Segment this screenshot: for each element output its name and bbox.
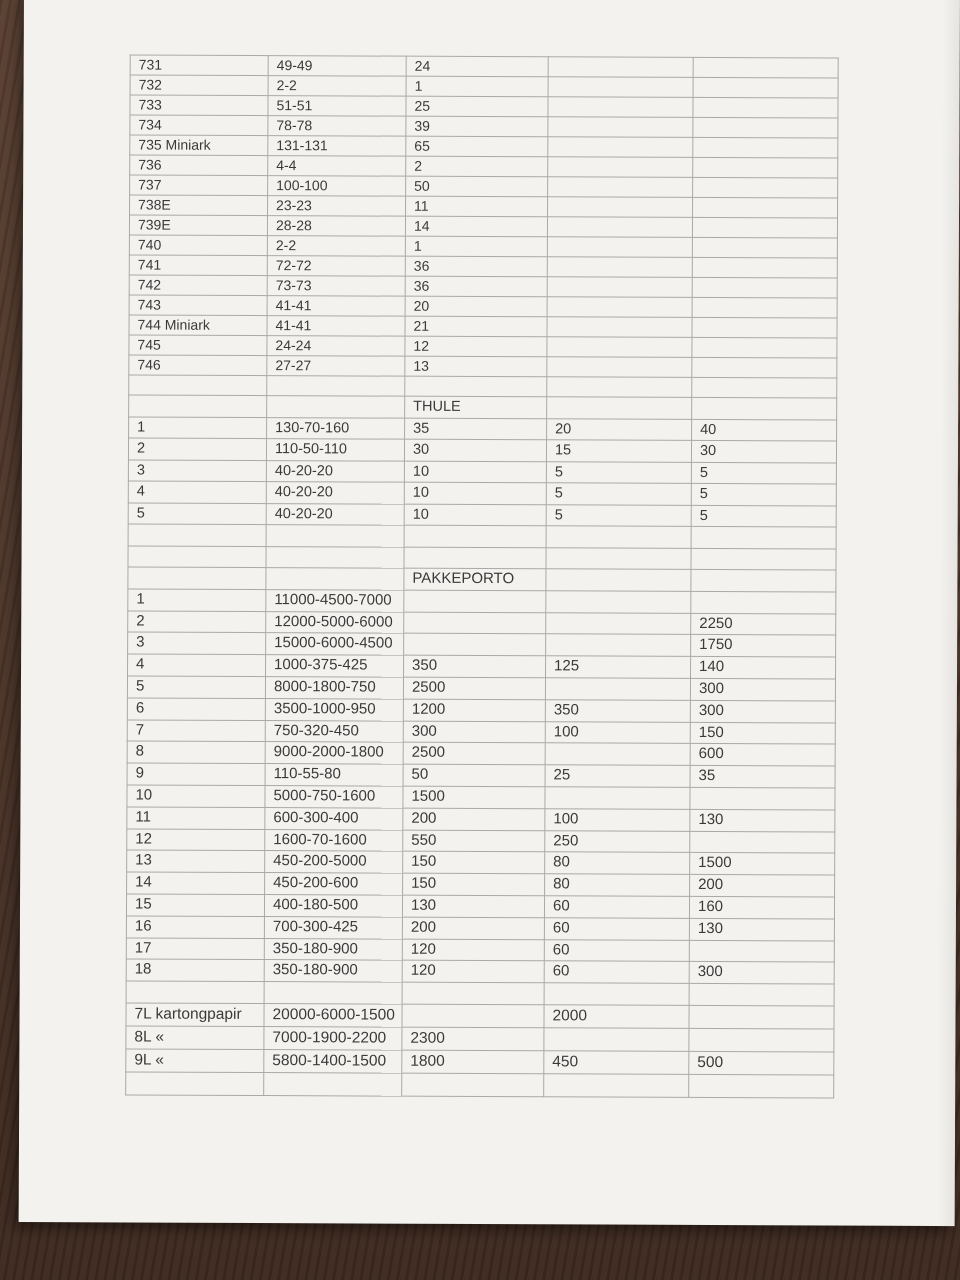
table-cell (546, 569, 691, 591)
table-cell (693, 97, 838, 118)
table-cell (128, 524, 266, 546)
table-cell: 500 (689, 1051, 834, 1075)
table-cell: 40 (692, 419, 837, 441)
table-cell (692, 237, 837, 258)
table-cell (404, 612, 546, 634)
table-cell: 600 (690, 744, 835, 766)
table-cell (692, 317, 837, 338)
table-cell (544, 1074, 689, 1098)
table-cell (693, 157, 838, 178)
table-cell: 732 (130, 75, 268, 96)
table-cell (693, 137, 838, 158)
table-cell (693, 177, 838, 198)
table-cell (402, 1004, 544, 1028)
table-cell: 11 (127, 807, 265, 829)
table-cell: 2 (128, 611, 266, 633)
table-cell: 2 (128, 438, 266, 460)
table-cell (691, 591, 836, 613)
table-cell (548, 177, 693, 198)
table-cell: 49-49 (268, 56, 406, 77)
table-cell: 400-180-500 (264, 895, 402, 917)
table-cell: 16 (126, 916, 264, 938)
table-cell: 2-2 (267, 236, 405, 257)
table-cell: 200 (402, 917, 544, 939)
table-cell (547, 357, 692, 378)
table-row (127, 850, 835, 875)
table-cell (128, 567, 266, 589)
table-cell: 27-27 (267, 356, 405, 377)
table-cell (689, 984, 834, 1006)
table-cell (267, 396, 405, 418)
section-title-row (128, 567, 836, 592)
table-cell: 40-20-20 (266, 482, 404, 504)
table-cell (129, 395, 267, 417)
table-cell (545, 787, 690, 809)
table-cell (547, 397, 692, 419)
table-cell (547, 277, 692, 298)
table-row (126, 1026, 834, 1052)
table-row (126, 916, 834, 941)
table-cell: 25 (406, 96, 548, 117)
table-cell: 4 (128, 481, 266, 503)
table-cell: 125 (546, 656, 691, 678)
table-cell (691, 526, 836, 548)
table-cell: 12 (127, 829, 265, 851)
table-cell (693, 197, 838, 218)
table-cell: 2500 (403, 677, 545, 699)
table-cell: 3500-1000-950 (265, 698, 403, 720)
table-row (128, 502, 836, 527)
table-row (127, 829, 835, 854)
table-cell (546, 634, 691, 656)
table-cell: 3 (128, 459, 266, 481)
table-row (127, 720, 835, 745)
table-cell: 51-51 (268, 96, 406, 117)
table-cell (404, 525, 546, 547)
table-row (127, 763, 835, 788)
table-cell: 1600-70-1600 (265, 829, 403, 851)
table-cell: 741 (129, 255, 267, 276)
table-row (128, 459, 836, 484)
table-cell: 9000-2000-1800 (265, 742, 403, 764)
table-cell: 733 (130, 95, 268, 116)
table-cell: 100-100 (268, 176, 406, 197)
table-cell: 2250 (691, 613, 836, 635)
table-row (129, 416, 837, 441)
table-cell: 10 (404, 482, 546, 504)
table-cell: 8000-1800-750 (265, 677, 403, 699)
table-cell: 17 (126, 938, 264, 960)
table-cell (267, 376, 405, 397)
table-cell (547, 217, 692, 238)
table-row (128, 589, 836, 614)
table-cell: 20000-6000-1500 (264, 1003, 402, 1027)
table-cell (692, 357, 837, 378)
table-cell (548, 77, 693, 98)
table-cell: 300 (690, 700, 835, 722)
table-cell: 250 (545, 830, 690, 852)
table-cell (690, 787, 835, 809)
table-cell: 735 Miniark (130, 135, 268, 156)
table-cell: 50 (406, 176, 548, 197)
table-cell: 130-70-160 (267, 417, 405, 439)
table-cell (548, 197, 693, 218)
table-row (128, 611, 836, 636)
table-cell (693, 117, 838, 138)
table-cell (689, 940, 834, 962)
table-cell: 8 (127, 741, 265, 763)
table-cell (548, 57, 693, 78)
table-cell: 200 (403, 808, 545, 830)
table-row (126, 1003, 834, 1029)
table-cell (546, 612, 691, 634)
table-cell (546, 591, 691, 613)
table-cell (547, 237, 692, 258)
table-cell: 18 (126, 959, 264, 981)
table-cell: 2500 (403, 743, 545, 765)
table-cell: 130 (402, 895, 544, 917)
table-row (128, 632, 836, 657)
paper-edge-shadow (937, 0, 960, 1226)
table-row (126, 981, 834, 1006)
table-cell: 450-200-600 (265, 873, 403, 895)
table-cell: 9 (127, 763, 265, 785)
table-cell (548, 137, 693, 158)
table-cell (693, 57, 838, 78)
table-cell: 746 (129, 355, 267, 376)
table-row (127, 698, 835, 723)
table-cell: 60 (544, 896, 689, 918)
table-cell: 737 (130, 175, 268, 196)
table-cell: 140 (691, 657, 836, 679)
table-cell: 13 (405, 356, 547, 377)
table-cell: 73-73 (267, 276, 405, 297)
table-cell (548, 117, 693, 138)
table-cell: 734 (130, 115, 268, 136)
table-row (127, 807, 835, 832)
table-row (128, 545, 836, 570)
table-cell: 1500 (690, 853, 835, 875)
table-cell (402, 1073, 544, 1097)
table-cell: 131-131 (268, 136, 406, 157)
table-cell: 736 (130, 155, 268, 176)
table-cell: 2300 (402, 1027, 544, 1051)
table-cell: 1 (128, 589, 266, 611)
table-cell: 23-23 (268, 196, 406, 217)
table-cell (548, 97, 693, 118)
table-cell: 25 (545, 765, 690, 787)
table-cell (693, 77, 838, 98)
table-cell: 550 (403, 830, 545, 852)
table-cell: 5 (691, 483, 836, 505)
table-cell: 5 (546, 483, 691, 505)
table-cell (405, 376, 547, 397)
table-cell: 72-72 (267, 256, 405, 277)
table-cell (547, 337, 692, 358)
table-cell: 700-300-425 (264, 916, 402, 938)
table-cell (691, 569, 836, 591)
table-cell: 450-200-5000 (265, 851, 403, 873)
table-row (126, 938, 834, 963)
table-row (127, 741, 835, 766)
table-cell (547, 317, 692, 338)
table-cell: 160 (689, 896, 834, 918)
table-cell: 60 (544, 918, 689, 940)
table-cell: 5 (691, 505, 836, 527)
table-cell: 6 (127, 698, 265, 720)
table-cell: 150 (690, 722, 835, 744)
table-cell: 5800-1400-1500 (264, 1049, 402, 1073)
table-cell (546, 526, 691, 548)
table-cell: 2-2 (268, 76, 406, 97)
table-cell: 130 (689, 918, 834, 940)
table-cell: 15000-6000-4500 (266, 633, 404, 655)
table-cell: 78-78 (268, 116, 406, 137)
table-cell: 110-50-110 (266, 439, 404, 461)
table-cell (692, 257, 837, 278)
table-cell: 743 (129, 295, 267, 316)
table-cell: 1 (129, 416, 267, 438)
table-cell: 24-24 (267, 336, 405, 357)
table-cell (404, 634, 546, 656)
table-cell (544, 983, 689, 1005)
table-cell: 2 (406, 156, 548, 177)
table-cell: 742 (129, 275, 267, 296)
table-cell (266, 568, 404, 590)
table-cell: 745 (129, 335, 267, 356)
table-cell: 1000-375-425 (266, 655, 404, 677)
table-row (127, 872, 835, 897)
table-cell: 5 (546, 461, 691, 483)
table-cell (544, 1028, 689, 1052)
table-cell: 13 (127, 850, 265, 872)
table-cell: 4 (128, 654, 266, 676)
table-cell (548, 157, 693, 178)
paper-sheet (19, 0, 960, 1226)
table-cell (264, 982, 402, 1004)
table-cell: 744 Miniark (129, 315, 267, 336)
table-cell: 1 (406, 76, 548, 97)
table-cell (547, 297, 692, 318)
table-cell: 41-41 (267, 316, 405, 337)
table-row (126, 1072, 834, 1098)
table-cell: 10 (127, 785, 265, 807)
table-cell (547, 257, 692, 278)
table-cell (692, 397, 837, 419)
table-cell (545, 678, 690, 700)
table-row (128, 524, 836, 549)
table-cell: 21 (405, 316, 547, 337)
table-cell: 11000-4500-7000 (266, 589, 404, 611)
table-cell: 1750 (691, 635, 836, 657)
table-cell (691, 548, 836, 570)
table-cell (126, 981, 264, 1003)
table-cell: 36 (405, 276, 547, 297)
table-cell: 350-180-900 (264, 960, 402, 982)
table-cell: 50 (403, 764, 545, 786)
table-cell: 8L « (126, 1026, 264, 1050)
table-cell (266, 546, 404, 568)
table-row (128, 481, 836, 506)
table-cell: 5 (127, 676, 265, 698)
table-cell: 80 (545, 874, 690, 896)
table-cell: 10 (404, 504, 546, 526)
section-title: PAKKEPORTO (404, 568, 546, 590)
table-cell: 14 (127, 872, 265, 894)
table-cell: 20 (547, 418, 692, 440)
table-cell: 740 (129, 235, 267, 256)
table-row (127, 676, 835, 701)
table-cell: 4-4 (268, 156, 406, 177)
table-cell (402, 982, 544, 1004)
table-cell (692, 217, 837, 238)
table-cell: 200 (690, 875, 835, 897)
table-cell: 5000-750-1600 (265, 786, 403, 808)
table-cell: 40-20-20 (266, 503, 404, 525)
table-cell (692, 277, 837, 298)
table-cell: 15 (546, 440, 691, 462)
table-cell: 9L « (126, 1049, 264, 1073)
table-cell: 3 (128, 632, 266, 654)
table-cell (128, 545, 266, 567)
table-cell: 30 (404, 439, 546, 461)
table-cell: 731 (130, 55, 268, 76)
table-cell: 300 (690, 678, 835, 700)
table-cell: 7000-1900-2200 (264, 1026, 402, 1050)
table-row (126, 959, 834, 984)
table-cell: 150 (403, 852, 545, 874)
table-cell (404, 590, 546, 612)
table-cell: 350 (404, 655, 546, 677)
table-cell (689, 1074, 834, 1098)
table-cell: 5 (546, 504, 691, 526)
table-row (128, 438, 836, 463)
table-cell: 65 (406, 136, 548, 157)
table-cell: 450 (544, 1051, 689, 1075)
table-cell: 738E (130, 195, 268, 216)
section-title: THULE (405, 396, 547, 418)
table-cell: 7L kartongpapir (126, 1003, 264, 1027)
table-cell: 1200 (403, 699, 545, 721)
table-cell: 350-180-900 (264, 938, 402, 960)
table-cell (266, 525, 404, 547)
table-cell: 150 (403, 873, 545, 895)
table-cell (690, 831, 835, 853)
table-cell: 1800 (402, 1050, 544, 1074)
table-cell (404, 547, 546, 569)
table-row (126, 894, 834, 919)
table-cell: 5 (691, 462, 836, 484)
table-cell: 36 (405, 256, 547, 277)
table-cell: 60 (544, 961, 689, 983)
section-title-row (129, 395, 837, 420)
table-cell: 24 (406, 56, 548, 77)
table-cell: 110-55-80 (265, 764, 403, 786)
data-table (125, 54, 839, 1098)
table-cell: 739E (129, 215, 267, 236)
table-cell: 300 (403, 721, 545, 743)
table-cell: 10 (404, 461, 546, 483)
table-cell: 1500 (403, 786, 545, 808)
table-cell: 5 (128, 502, 266, 524)
table-cell: 28-28 (267, 216, 405, 237)
table-cell: 30 (691, 440, 836, 462)
table-cell: 600-300-400 (265, 807, 403, 829)
table-cell (692, 337, 837, 358)
table-cell: 60 (544, 939, 689, 961)
table-row (127, 785, 835, 810)
table-cell: 80 (545, 852, 690, 874)
table-cell (689, 1028, 834, 1052)
table-cell: 35 (690, 766, 835, 788)
table-cell: 11 (406, 196, 548, 217)
table-cell: 7 (127, 720, 265, 742)
table-cell (692, 297, 837, 318)
table-cell: 14 (405, 216, 547, 237)
table-cell (689, 1005, 834, 1029)
table-cell: 41-41 (267, 296, 405, 317)
table-cell: 120 (402, 939, 544, 961)
table-cell: 40-20-20 (266, 460, 404, 482)
table-cell: 20 (405, 296, 547, 317)
table-cell: 100 (545, 809, 690, 831)
table-cell: 12 (405, 336, 547, 357)
table-cell: 15 (126, 894, 264, 916)
table-cell: 350 (545, 700, 690, 722)
table-cell (547, 377, 692, 398)
table-cell: 100 (545, 721, 690, 743)
table-cell: 39 (406, 116, 548, 137)
table-cell (264, 1072, 402, 1096)
table-cell: 130 (690, 809, 835, 831)
table-cell: 2000 (544, 1005, 689, 1029)
table-cell: 750-320-450 (265, 720, 403, 742)
table-row (128, 654, 836, 679)
table-cell: 35 (405, 418, 547, 440)
table-cell (129, 375, 267, 396)
table-cell (692, 377, 837, 398)
table-cell: 12000-5000-6000 (266, 611, 404, 633)
table-cell: 300 (689, 962, 834, 984)
table-row (126, 1049, 834, 1075)
table-cell: 1 (405, 236, 547, 257)
table-cell (546, 547, 691, 569)
table-cell: 120 (402, 961, 544, 983)
table-cell (545, 743, 690, 765)
table-cell (126, 1072, 264, 1096)
